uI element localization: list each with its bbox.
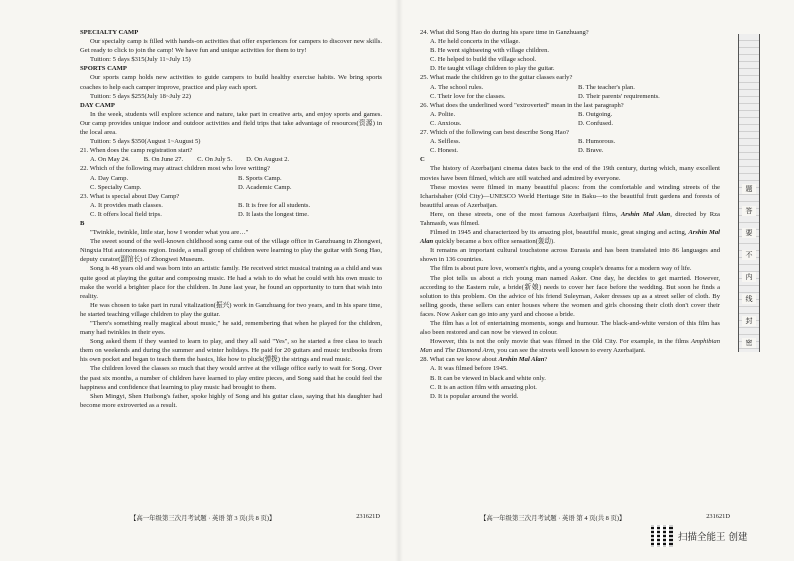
q22-option-d: D. Academic Camp. (238, 183, 292, 191)
left-page-column (80, 28, 382, 410)
passage-b-p5: "There's something really magical about music," he said, remembering that when he played for the children, many had twinkles in their eyes. (80, 320, 382, 337)
question-22: 22. Which of the following may attract children most who love writing? (80, 165, 270, 173)
passage-b-p1: "Twinkle, twinkle, little star, how I wonder what you are…" (90, 229, 249, 237)
q21-option-d: D. On August 2. (246, 156, 290, 164)
q28-film-title: Arshin Mal Alan (498, 356, 545, 364)
question-23-options (90, 201, 382, 219)
specialty-camp-tuition: Tuition: 5 days $315(July 11~July 15) (90, 56, 191, 64)
q28-option-b: B. It can be viewed in black and white only. (430, 374, 546, 382)
film-title-amphibian: Amphibian Man (420, 338, 720, 355)
section-c-heading: C (420, 156, 425, 164)
question-27: 27. Which of the following can best describe Song Hao? (420, 129, 569, 137)
sidebar-label: 不 (742, 250, 756, 260)
question-26: 26. What does the underlined word "extroverted" mean in the last paragraph? (420, 101, 624, 109)
sidebar-label: 线 (742, 294, 756, 304)
q24-option-a: A. He held concerts in the village. (430, 38, 521, 46)
question-24-options (430, 37, 720, 73)
sidebar-label: 封 (742, 316, 756, 326)
passage-c-p6: The film is about pure love, women's rights, and a young couple's dreams for a modern way of life. (430, 265, 692, 273)
passage-c-p4-start: Filmed in 1945 and characterized by its amazing plot, beautiful music, great singing and acting, (430, 229, 689, 237)
q28-start: 28. What can we know about (420, 356, 499, 364)
sports-camp-text: Our sports camp holds new activities to guide campers to build healthy exercise habits. We bring sports coaches to help each camper improve, practice and play each sport. (80, 74, 382, 91)
q25-option-c: C. Their love for the classes. (430, 92, 506, 100)
passage-c-p1: The history of Azerbaijani cinema dates back to the end of the 19th century, during which, many excellent movies have been filmed, which are still watched and admired by everyone. (420, 165, 720, 182)
q21-option-a: A. On May 24. (90, 156, 130, 164)
q28-option-a: A. It was filmed before 1945. (430, 365, 508, 373)
sidebar-label: 题 (742, 184, 756, 194)
q25-option-b: B. The teacher's plan. (578, 83, 635, 91)
passage-c-p5: It remains an important cultural touchstone across Eurasia and has been translated into 86 languages and shown in 136 countries. (420, 247, 720, 264)
q27-option-d: D. Brave. (578, 147, 604, 155)
right-exam-code: 231621D (706, 513, 730, 520)
passage-c-p3-end: , directed by Rza Tahmasib, was filmed. (420, 210, 720, 227)
left-page-number: 【高一年级第三次月考试题 · 英语 第 3 页(共 8 页)】 (130, 515, 276, 522)
q25-option-a: A. The school rules. (430, 83, 484, 91)
question-25-options (430, 83, 720, 101)
passage-c-p9-and: and (432, 347, 445, 355)
question-26-options (430, 110, 720, 128)
q22-option-a: A. Day Camp. (90, 174, 129, 182)
binding-margin (738, 34, 760, 352)
specialty-camp-text: Our specialty camp is filled with hands-on activities that offer experiences for campers to discover new skills. Get ready to click to join the camp! We have fun and unique activities for them to try! (80, 38, 382, 55)
qr-code-icon (651, 525, 673, 547)
day-camp-title: DAY CAMP (80, 101, 115, 109)
passage-c-p8: The film has a lot of entertaining moments, songs and humour. The black-and-white version of this film has also been restored and can now be viewed in colour. (420, 320, 720, 337)
passage-c-p9-start: However, this is not the only movie that was filmed in the Old City. For example, in the films (430, 338, 692, 346)
question-21: 21. When does the camp registration start? (80, 147, 193, 155)
q27-option-a: A. Selfless. (430, 138, 461, 146)
scanner-watermark: 扫描全能王 创建 (678, 532, 748, 543)
question-23: 23. What is special about Day Camp? (80, 192, 180, 200)
sports-camp-title: SPORTS CAMP (80, 65, 127, 73)
q27-option-c: C. Honest. (430, 147, 459, 155)
passage-c-p9 (420, 337, 720, 355)
film-title: Arshin Mal Alan (620, 210, 671, 218)
passage-b-p8: Shen Mingyi, Shen Huibong's father, spoke highly of Song and his guitar class, saying that his daughter had become more extroverted as a result. (80, 392, 382, 409)
passage-b-p6: Song asked them if they wanted to learn to play, and they all said "Yes", so he started a free class to teach them on weekends and during the summer and winter holidays. He paid for 20 guitars and music textbooks from his own pocket and began to teach them the basics, like how to pluck(弹拨) the strings and read music. (80, 338, 382, 364)
sidebar-label: 答 (742, 206, 756, 216)
passage-b-p4: He was chosen to take part in rural vitalization(振兴) work in Ganzhuang for two years, and in his spare time, he started teaching village children to play the guitar. (80, 301, 382, 318)
right-page-column (420, 28, 720, 401)
passage-c-p4 (420, 228, 720, 246)
q23-option-a: A. It provides math classes. (90, 201, 163, 209)
question-27-options (430, 137, 720, 155)
q28-end: ? (544, 356, 548, 364)
passage-c-p3-start: Here, on these streets, one of the most famous Azerbaijani films, (430, 210, 621, 218)
q28-option-d: D. It is popular around the world. (430, 392, 519, 400)
q21-option-c: C. On July 5. (197, 156, 233, 164)
film-title-diamond: The Diamond Arm (444, 347, 494, 355)
q25-option-d: D. Their parents' requirements. (578, 92, 660, 100)
question-28 (420, 355, 720, 364)
question-21-options (90, 155, 382, 164)
day-camp-text: In the week, students will explore science and nature, take part in creative arts, and enjoy sports and games. Our camp provides unique indoor and outdoor activities and field trips that take advantage of resources(资源) in the local area. (80, 110, 382, 137)
passage-c-p9-end: , you can see the streets well known to every Azerbaijani. (493, 347, 646, 355)
sidebar-label: 要 (742, 228, 756, 238)
q24-option-b: B. He went sightseeing with village children. (430, 47, 550, 55)
q26-option-d: D. Confused. (578, 119, 613, 127)
q24-option-c: C. He helped to build the village school. (430, 56, 537, 64)
passage-b-p3: Song is 48 years old and was born into an artistic family. He received strict musical training as a child and was quite good at playing the guitar and composing music. He had a wish to do what he could with his own music to make the world a brighter place for the children. In June last year, he found an opportunity to turn that wish into reality. (80, 265, 382, 300)
question-28-options (430, 364, 720, 400)
question-24: 24. What did Song Hao do during his spare time in Ganzhuang? (420, 29, 589, 36)
day-camp-tuition: Tuition: 5 days $350(August 1~August 5) (90, 138, 201, 146)
q24-option-d: D. He taught village children to play the guitar. (430, 65, 555, 73)
passage-b-p7: The children loved the classes so much that they would arrive at the village office early to wait for Song. Over the past six months, a number of children have learned to play entire pieces, and Song said that he could feel the happiness and confidence that learning to play music had brought to them. (80, 365, 382, 391)
q22-option-b: B. Sports Camp. (238, 174, 282, 182)
q26-option-c: C. Anxious. (430, 119, 462, 127)
q28-option-c: C. It is an action film with amazing plot. (430, 383, 537, 391)
q23-option-d: D. It lasts the longest time. (238, 210, 309, 218)
page-fold (395, 0, 403, 561)
section-b-heading: B (80, 219, 85, 227)
q26-option-b: B. Outgoing. (578, 110, 613, 118)
q23-option-b: B. It is free for all students. (238, 201, 311, 209)
q21-option-b: B. On June 27. (143, 156, 184, 164)
film-title: Arshin Mal Alan (420, 229, 720, 246)
q27-option-b: B. Humorous. (578, 138, 616, 146)
passage-c-p3 (420, 210, 720, 228)
left-exam-code: 231621D (356, 513, 380, 520)
question-25: 25. What made the children go to the guitar classes early? (420, 74, 573, 82)
sidebar-label: 密 (742, 338, 756, 348)
q22-option-c: C. Specialty Camp. (90, 183, 142, 191)
q26-option-a: A. Polite. (430, 110, 456, 118)
q23-option-c: C. It offers local field trips. (90, 210, 162, 218)
sports-camp-tuition: Tuition: 5 days $255(July 18~July 22) (90, 92, 191, 100)
sidebar-label: 内 (742, 272, 756, 282)
right-page-number: 【高一年级第三次月考试题 · 英语 第 4 页(共 8 页)】 (480, 515, 626, 522)
question-22-options (90, 174, 382, 192)
passage-b-p2: The sweet sound of the well-known childhood song came out of the village office in Ganzhuang in Zhongwei, Ningxia Hui autonomous region. Inside, a small group of children were learning to play the guitar with Song Hao, deputy curator(副馆长) of Zhongwei Museum. (80, 238, 382, 264)
passage-c-p7: The plot tells us about a rich young man named Asker. One day, he decides to get married. However, according to the Eastern rule, a bride(新娘) needs to cover her face before the wedding. But soon he finds a solution to this problem. On the advice of his friend Suleyman, Asker dresses up as a street seller of cloth. By selling goods, these sellers can enter houses where the women and girls choosing their cloth don't cover their faces. Now Asker can go into any yard and choose a bride. (420, 274, 720, 318)
specialty-camp-title: SPECIALTY CAMP (80, 29, 139, 36)
passage-c-p4-end: quickly became a box office sensation(轰动). (433, 238, 555, 246)
passage-c-p2: These movies were filmed in many beautiful places: from the comfortable and winding streets of the Icharishaher (Old City)—UNESCO World Heritage Site in Baku—to the beautiful fruit gardens and forests of beautiful areas of Azerbaijan. (420, 183, 720, 209)
